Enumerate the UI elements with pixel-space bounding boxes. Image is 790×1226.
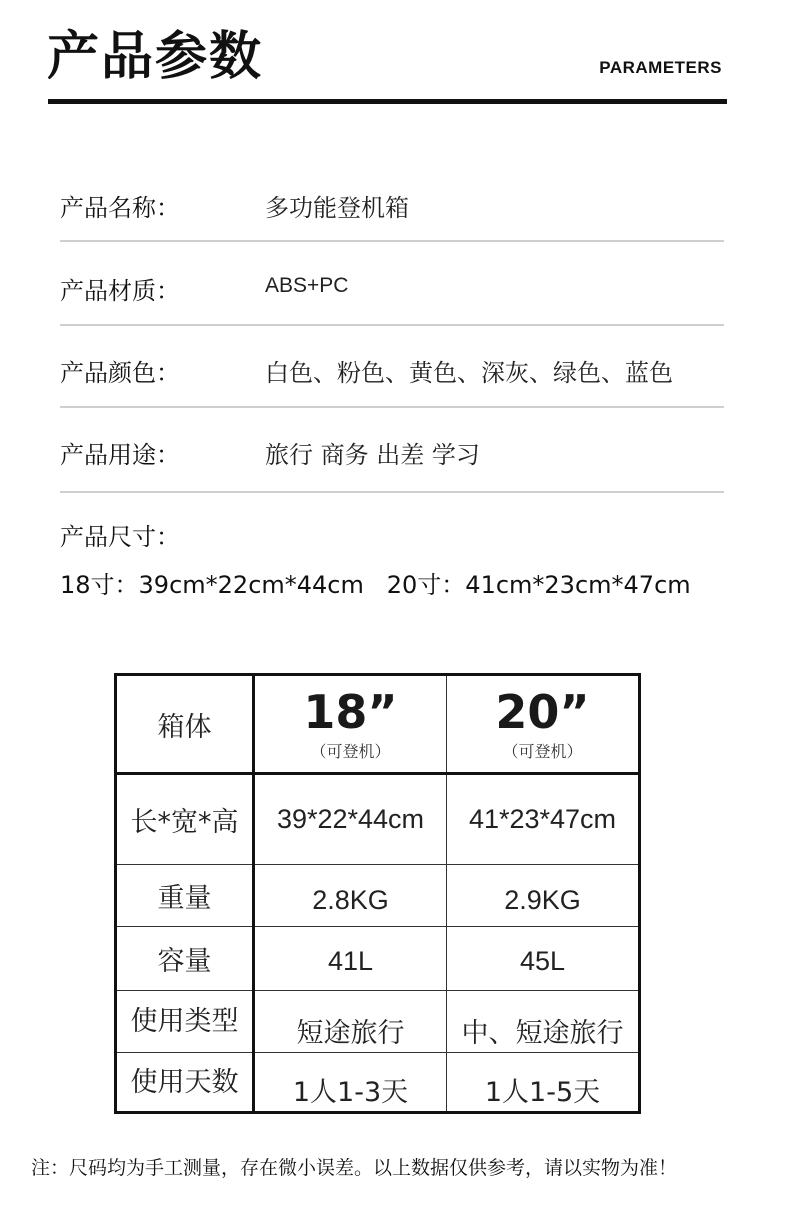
table-header-20 [447,675,640,774]
table-row [116,1053,640,1113]
param-size-value: 18寸：39cm*22cm*44cm 20寸：41cm*23cm*47cm [60,571,691,599]
table-row [116,927,640,991]
table-row [116,991,640,1053]
row-value-18: 39*22*44cm [254,774,447,865]
row-value-20: 45L [447,927,640,991]
footnote: 注：尺码均为手工测量，存在微小误差。以上数据仅供参考，请以实物为准！ [31,1157,678,1179]
row-label: 重量 [116,865,254,927]
row-value-20: 中、短途旅行 [447,991,640,1053]
row-value-20: 2.9KG [447,865,640,927]
row-value-18: 2.8KG [254,865,447,927]
size-18-note: （可登机） [310,741,391,761]
row-value-20: 1人1-5天 [447,1053,640,1113]
param-material-value: ABS+PC [265,274,349,297]
spec-table [114,673,641,1114]
row-value-18: 41L [254,927,447,991]
row-label: 容量 [116,927,254,991]
row-divider [60,324,724,326]
row-value-20: 41*23*47cm [447,774,640,865]
param-usage-label: 产品用途： [60,441,180,469]
table-row [116,865,640,927]
param-material-label: 产品材质： [60,277,180,305]
row-label: 使用类型 [116,991,254,1053]
page-subtitle: PARAMETERS [599,58,722,77]
row-divider [60,406,724,408]
row-divider [60,240,724,242]
table-header-row [116,675,640,774]
page-title: 产品参数 [47,27,264,87]
row-divider [60,491,724,493]
title-divider [48,99,727,104]
table-row [116,774,640,865]
param-size-label: 产品尺寸： [60,523,180,551]
row-value-18: 1人1-3天 [254,1053,447,1113]
param-usage-value: 旅行 商务 出差 学习 [265,441,480,469]
row-value-18: 短途旅行 [254,991,447,1053]
param-name-label: 产品名称： [60,194,180,222]
param-color-value: 白色、粉色、黄色、深灰、绿色、蓝色 [265,359,673,387]
param-name-value: 多功能登机箱 [265,194,409,222]
param-color-label: 产品颜色： [60,359,180,387]
row-label: 使用天数 [116,1053,254,1113]
table-header-label: 箱体 [116,675,254,774]
size-18-title: 18” [303,684,398,739]
table-header-18 [254,675,447,774]
row-label: 长*宽*高 [116,774,254,865]
size-20-title: 20” [495,684,590,739]
size-20-note: （可登机） [502,741,583,761]
